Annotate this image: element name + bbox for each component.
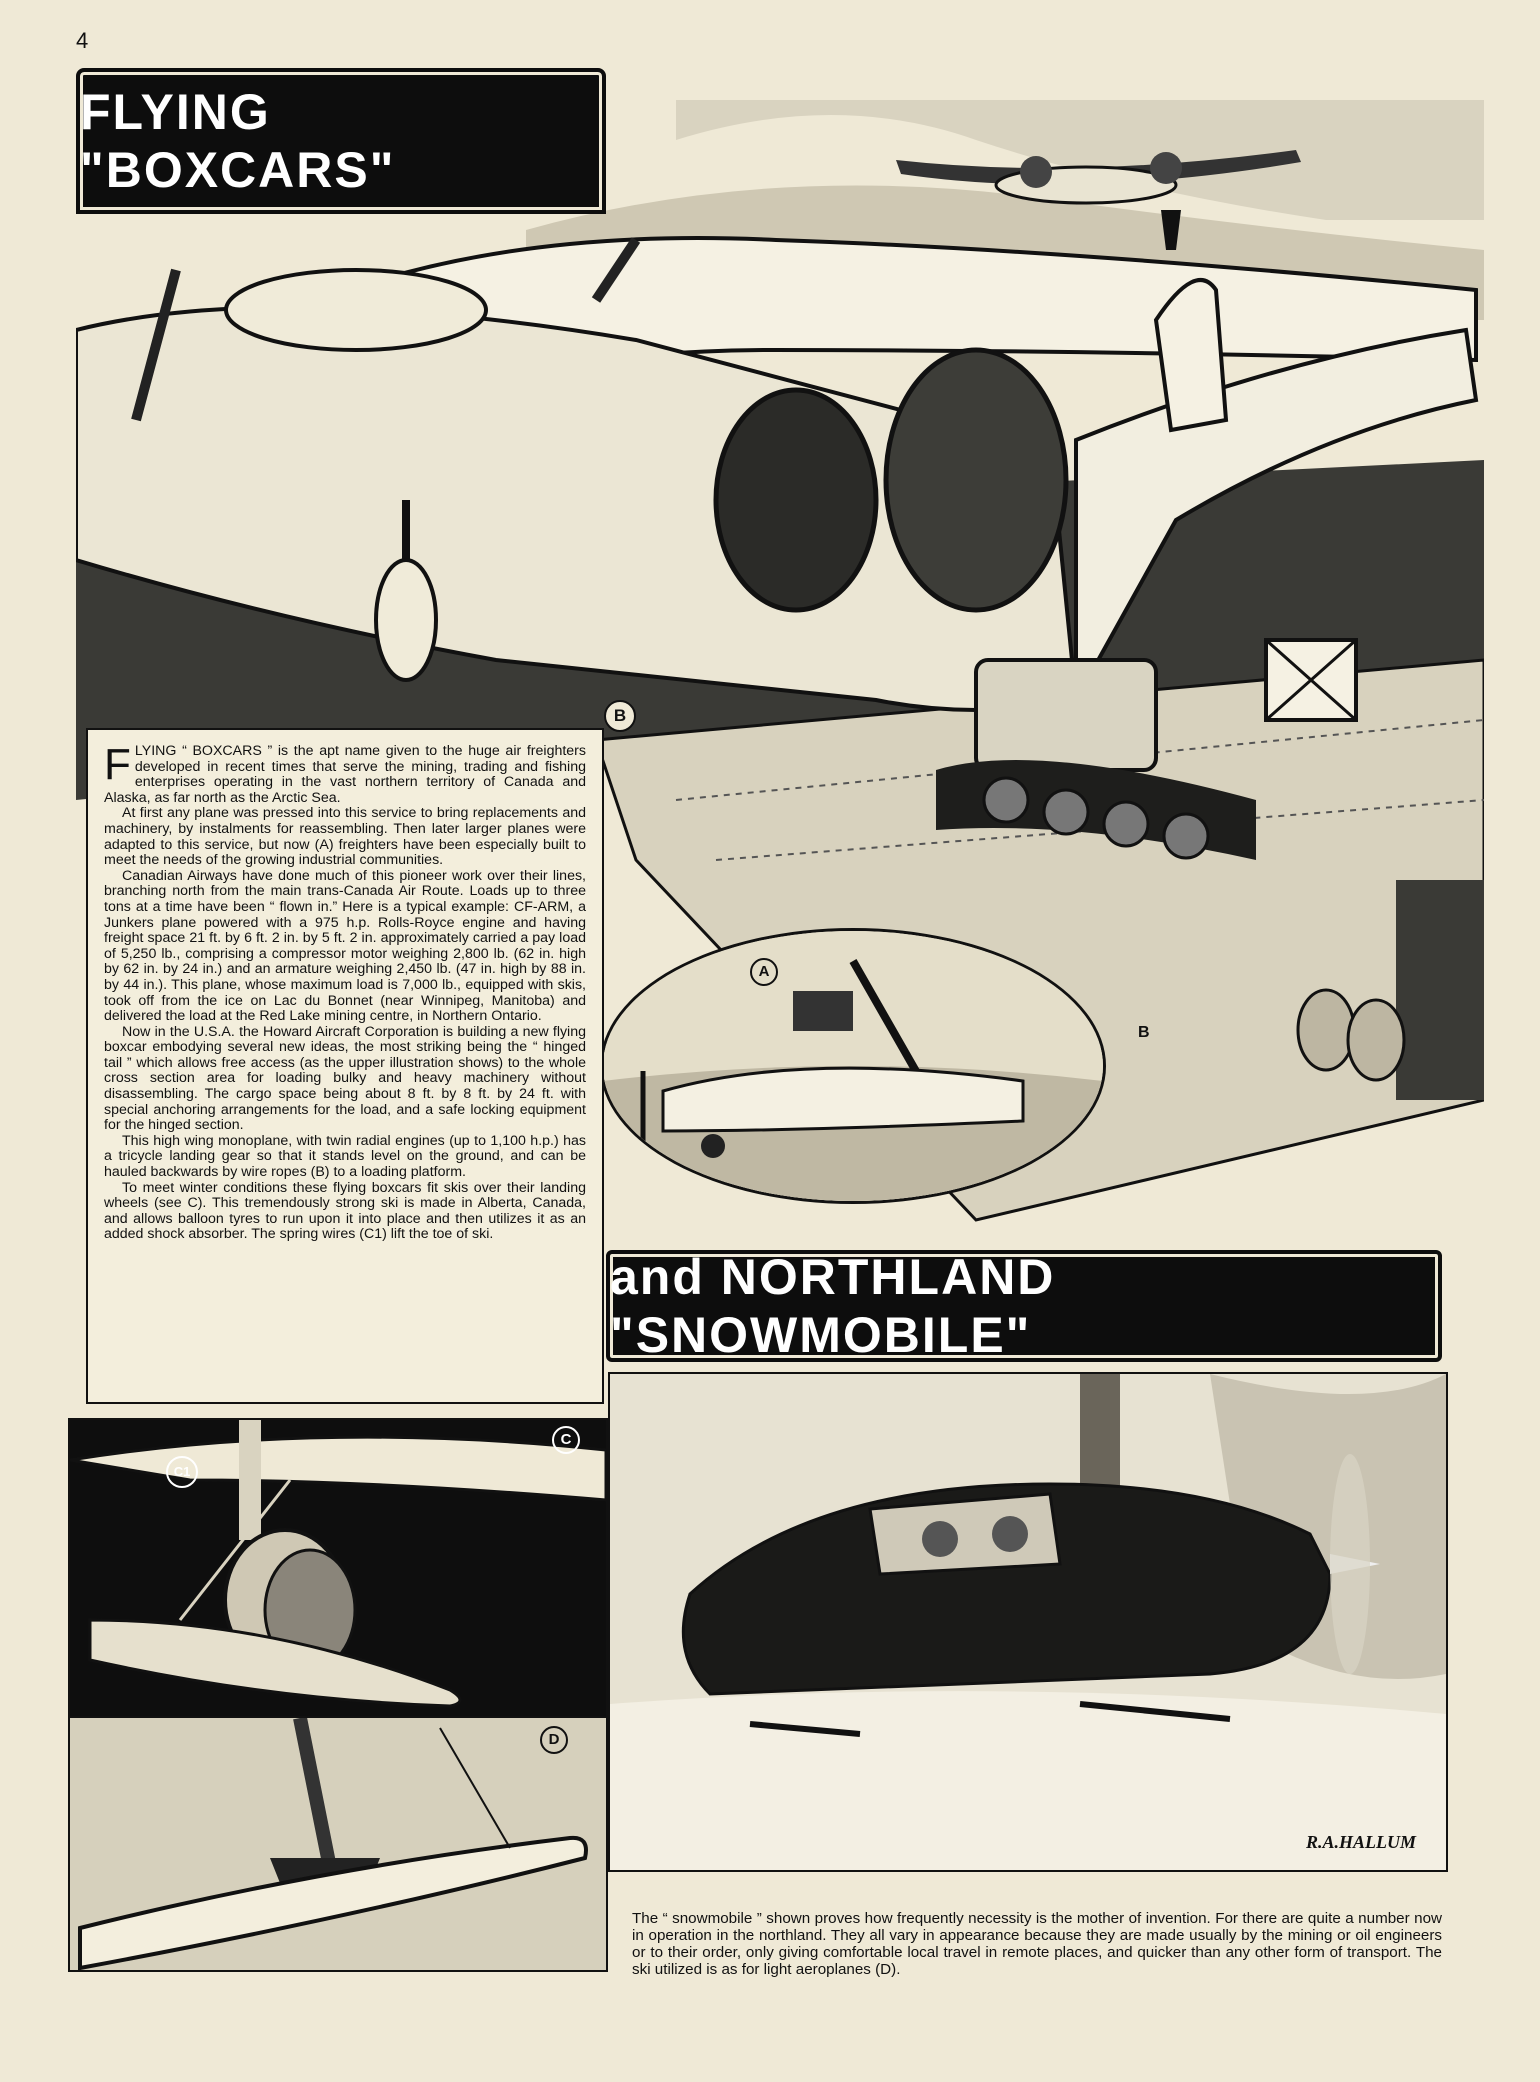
marker-b-letter: B — [1138, 1024, 1150, 1041]
article-textbox — [86, 728, 604, 1404]
marker-d — [540, 1726, 568, 1754]
marker-c — [552, 1426, 580, 1454]
marker-a — [750, 958, 778, 986]
snowmobile-illustration — [608, 1372, 1448, 1872]
marker-c1 — [166, 1456, 198, 1488]
article-paragraph-1: LYING “ BOXCARS ” is the apt name given to the huge air freighters developed in recent times that serve the mining, trading and fishing enterprises operating in the vast northern territory of Canada and Alaska, as far north as the Arctic Sea. — [104, 743, 586, 806]
ski-wheel-illustration — [68, 1418, 608, 1718]
page-number: 4 — [76, 28, 89, 53]
article-paragraph-3: Canadian Airways have done much of this pioneer work over their lines, branching north from the main trans-Canada Air Route. Loads up to three tons at a time have been “ flown in.” Here is a typical example: CF-ARM, a Junkers plane powered with a 975 h.p. Rolls-Royce engine and having freight space 21 ft. by 6 ft. 2 in. by 5 ft. 2 in. approximately carried a pay load of 5,250 lb., comprising a compressor motor weighing 2,800 lb. (62 in. high by 62 in. by 24 in.) and an armature weighing 2,450 lb. (47 in. high by 88 in. by 44 in.). This plane, whose maximum load is 7,000 lb., equipped with skis, took off from the ice on Lac du Bonnet (near Winnipeg, Manitoba) and delivered the load at the Red Lake mining centre, in Northern Ontario. — [104, 867, 586, 1025]
article-paragraph-6: To meet winter conditions these flying boxcars fit skis over their landing wheels (see C). This tremendously strong ski is made in Alberta, Canada, and allows balloon tyres to run upon it into place and then utilizes it as an added shock absorber. The spring wires (C1) lift the toe of ski. — [104, 1179, 586, 1243]
drop-cap: F — [104, 740, 131, 789]
marker-b-label: B — [613, 706, 627, 725]
article-paragraph-5: This high wing monoplane, with twin radial engines (up to 1,100 h.p.) has a tricycle landing gear so that it stands level on the ground, and can be hauled backwards by wire ropes (B) to a loading platform. — [104, 1132, 586, 1181]
artist-signature: R.A.HALLUM — [1306, 1832, 1417, 1852]
main-title: FLYING "BOXCARS" — [76, 68, 606, 214]
article-paragraph-4: Now in the U.S.A. the Howard Aircraft Corporation is building a new flying boxcar embodying several new ideas, the most striking being the “ hinged tail ” which allows free access (as the upper illustration shows) to the whole cross section area for loading bulky and heavy machinery without disassembling. The cargo space being about 8 ft. by 8 ft. by 24 ft. with special anchoring arrangements for the load, and a safe locking equipment for the hinged section. — [104, 1023, 586, 1134]
marker-c1-label: C1 — [173, 1464, 191, 1479]
ski-illustration — [68, 1716, 608, 1972]
marker-c-label: C — [560, 1431, 572, 1448]
snowmobile-caption: The “ snowmobile ” shown proves how frequently necessity is the mother of invention. For there are quite a number now in operation in the northland. They all vary in appearance because they are made usually by the mining or oil engineers or to their order, only giving comfortable local travel in remote places, and quicker than any other form of transport. The ski utilized is as for light aeroplanes (D). — [632, 1910, 1442, 1978]
secondary-title: and NORTHLAND "SNOWMOBILE" — [606, 1250, 1442, 1362]
marker-d-label: D — [548, 1731, 560, 1748]
junkers-inset-illustration — [600, 928, 1106, 1204]
marker-b-circle — [604, 700, 636, 732]
article-paragraph-2: At first any plane was pressed into this service to bring replacements and machinery, by instalments for reassembling. Then later larger planes were adapted to this service, but now (A) freighters have been especially built to meet the needs of the growing industrial communities. — [104, 805, 586, 869]
crate-icon — [1266, 640, 1356, 720]
marker-a-label: A — [758, 963, 770, 980]
